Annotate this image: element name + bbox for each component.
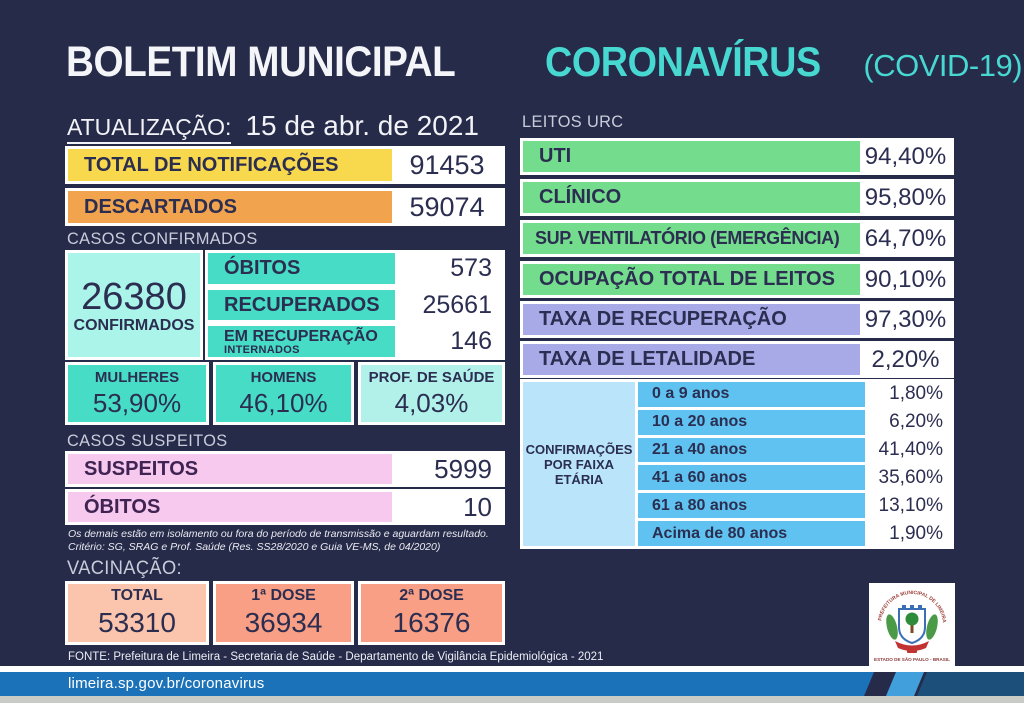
lethality-rate-row [520, 341, 954, 378]
update-label: ATUALIZAÇÃO: [67, 114, 231, 144]
age-61-80-label: 61 a 80 anos [638, 493, 865, 518]
confirmed-block [65, 250, 505, 360]
recovery-rate-row [520, 301, 954, 338]
vaccination-dose2-label: 2ª DOSE [399, 587, 464, 604]
footer-separator [0, 666, 1024, 672]
age-row-10-20 [638, 410, 951, 435]
women-box [65, 362, 209, 425]
recovered-row [205, 287, 505, 324]
municipal-seal [869, 583, 955, 668]
confirmed-total-box [65, 250, 203, 360]
clinical-value: 95,80% [860, 182, 951, 213]
suspect-deaths-value: 10 [392, 492, 502, 522]
ventilatory-row [520, 220, 954, 257]
health-prof-label: PROF. DE SAÚDE [368, 368, 495, 386]
age-21-40-value: 41,40% [865, 438, 951, 463]
age-80plus-value: 1,90% [865, 521, 951, 546]
total-occupancy-label: OCUPAÇÃO TOTAL DE LEITOS [523, 264, 860, 295]
clinical-row [520, 179, 954, 216]
suspects-note-line1: Os demais estão em isolamento ou fora do período de transmissão e aguardam resultado. [68, 528, 489, 540]
vaccination-total-value: 53310 [98, 607, 176, 638]
age-row-41-60 [638, 465, 951, 490]
men-label: HOMENS [250, 368, 317, 386]
coronavirus-title: CORONAVÍRUS [545, 38, 821, 85]
deaths-confirmed-value: 573 [395, 253, 502, 284]
age-61-80-value: 13,10% [865, 493, 951, 518]
update-line [67, 110, 479, 144]
age-41-60-value: 35,60% [865, 465, 951, 490]
vaccination-heading: VACINAÇÃO: [67, 558, 182, 579]
age-10-20-value: 6,20% [865, 410, 951, 435]
vaccination-total-box [65, 581, 209, 645]
age-row-80plus [638, 521, 951, 546]
lethality-rate-value: 2,20% [860, 344, 951, 375]
icu-label: UTI [523, 141, 860, 172]
in-recovery-label [208, 326, 395, 357]
lethality-rate-label: TAXA DE LETALIDADE [523, 344, 860, 375]
page-subtitle [545, 38, 1022, 86]
clinical-label: CLÍNICO [523, 182, 860, 213]
vaccination-dose2-box [358, 581, 505, 645]
total-notifications-row [65, 146, 505, 184]
footer-accent-dark [917, 672, 1024, 696]
total-occupancy-row [520, 261, 954, 298]
discarded-row [65, 188, 505, 226]
deaths-confirmed-label: ÓBITOS [208, 253, 395, 284]
total-notifications-value: 91453 [392, 149, 502, 181]
seal-arc-text: PREFEITURA MUNICIPAL DE LIMEIRA [877, 589, 947, 624]
men-value: 46,10% [239, 387, 328, 418]
age-21-40-label: 21 a 40 anos [638, 438, 865, 463]
bottom-edge-strip [0, 696, 1024, 703]
confirmed-total-label: CONFIRMADOS [73, 316, 195, 334]
vaccination-dose1-label: 1ª DOSE [251, 587, 316, 604]
recovery-rate-value: 97,30% [860, 304, 951, 335]
beds-heading: LEITOS URC [522, 112, 624, 131]
in-recovery-value: 146 [395, 326, 502, 357]
footer-accent-light [886, 672, 924, 696]
suspects-label: SUSPEITOS [68, 454, 392, 484]
recovery-rate-label: TAXA DE RECUPERAÇÃO [523, 304, 860, 335]
in-recovery-sublabel: INTERNADOS [224, 343, 300, 356]
age-80plus-label: Acima de 80 anos [638, 521, 865, 546]
suspect-deaths-label: ÓBITOS [68, 492, 392, 522]
icu-value: 94,40% [860, 141, 951, 172]
age-10-20-label: 10 a 20 anos [638, 410, 865, 435]
suspects-note [68, 528, 489, 554]
coat-of-arms-icon [869, 583, 955, 668]
suspect-deaths-row [65, 489, 505, 525]
age-groups-table [520, 379, 954, 549]
suspects-value: 5999 [392, 454, 502, 484]
deaths-confirmed-row [205, 250, 505, 287]
women-value: 53,90% [92, 387, 182, 418]
vaccination-total-label: TOTAL [111, 587, 163, 604]
age-0-9-value: 1,80% [865, 382, 951, 407]
age-0-9-label: 0 a 9 anos [638, 382, 865, 407]
footer-url-link[interactable]: limeira.sp.gov.br/coronavirus [68, 675, 265, 692]
suspects-section-heading: CASOS SUSPEITOS [67, 431, 228, 450]
vaccination-dose1-value: 36934 [244, 607, 323, 638]
ventilatory-label: SUP. VENTILATÓRIO (EMERGÊNCIA) [523, 223, 860, 254]
vaccination-dose2-value: 16376 [392, 607, 471, 638]
suspects-row [65, 451, 505, 487]
men-box [213, 362, 354, 425]
in-recovery-row [205, 323, 505, 360]
source-line: FONTE: Prefeitura de Limeira - Secretaria de Saúde - Departamento de Vigilância Epidemiológica - 2021 [68, 651, 604, 663]
discarded-label: DESCARTADOS [68, 191, 392, 223]
icu-row [520, 138, 954, 175]
page-title: BOLETIM MUNICIPAL [66, 38, 456, 86]
in-recovery-label-main: EM RECUPERAÇÃO [224, 327, 378, 345]
recovered-value: 25661 [395, 290, 502, 321]
vaccination-block [65, 581, 505, 645]
total-notifications-label: TOTAL DE NOTIFICAÇÕES [68, 149, 392, 181]
women-label: MULHERES [94, 368, 180, 386]
covid19-suffix: (COVID-19) [863, 48, 1023, 83]
age-row-21-40 [638, 438, 951, 463]
health-prof-value: 4,03% [394, 387, 469, 418]
age-41-60-label: 41 a 60 anos [638, 465, 865, 490]
age-row-61-80 [638, 493, 951, 518]
age-groups-header-cell: CONFIRMAÇÕES POR FAIXA ETÁRIA [523, 382, 635, 546]
age-row-0-9 [638, 382, 951, 407]
confirmed-section-heading: CASOS CONFIRMADOS [67, 229, 258, 248]
ventilatory-value: 64,70% [860, 223, 951, 254]
discarded-value: 59074 [392, 191, 502, 223]
suspects-note-line2: Critério: SG, SRAG e Prof. Saúde (Res. SS28/2020 e Guia VE-MS, de 04/2020) [68, 541, 441, 553]
confirmed-total-value: 26380 [81, 275, 187, 318]
update-date: 15 de abr. de 2021 [245, 110, 479, 141]
recovered-label: RECUPERADOS [208, 290, 395, 321]
seal-bottom-text: ESTADO DE SÃO PAULO - BRASIL [874, 657, 950, 662]
vaccination-dose1-box [213, 581, 354, 645]
health-prof-box [358, 362, 505, 425]
total-occupancy-value: 90,10% [860, 264, 951, 295]
confirmed-breakdown [65, 362, 505, 425]
